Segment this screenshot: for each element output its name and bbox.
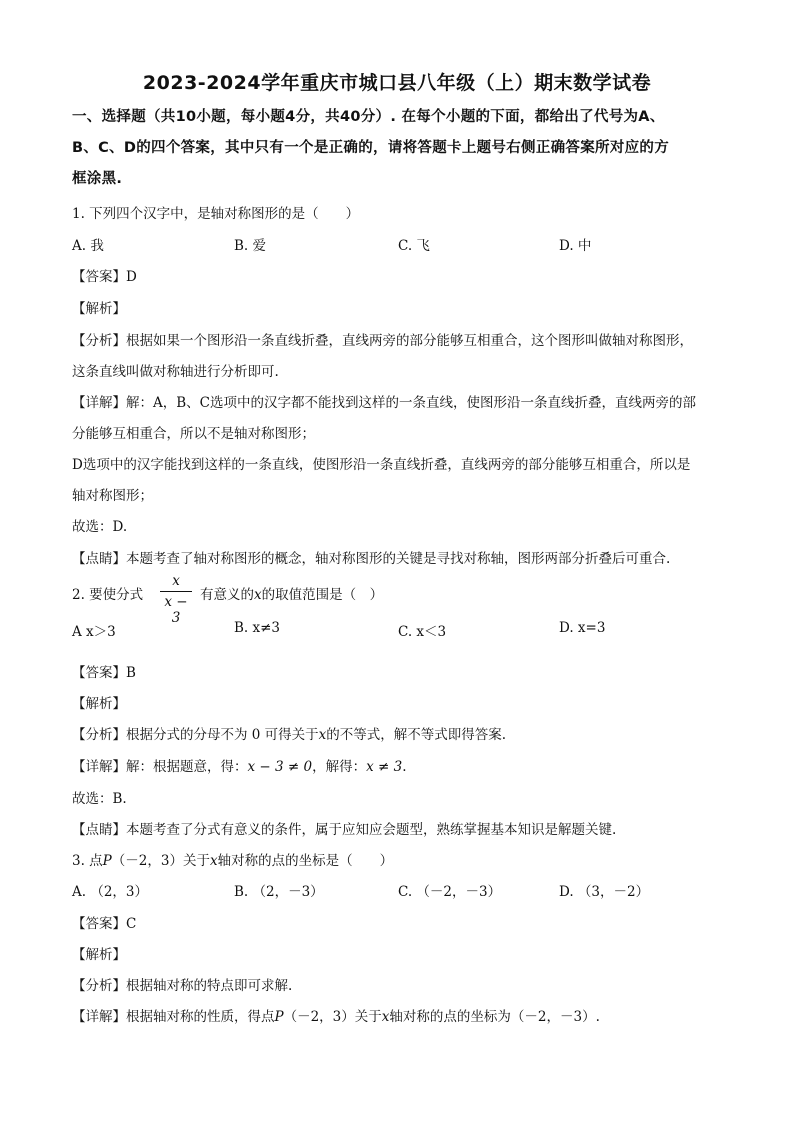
math-inequality: x − 3 ≠ 0 xyxy=(247,759,313,775)
xiangjie-text: 解：根据题意，得： xyxy=(126,759,248,775)
q1-fenxi-cont: 这条直线叫做对称轴进行分析即可. xyxy=(72,364,279,380)
xiangjie-mid: （－2，3）关于 xyxy=(283,1009,382,1025)
q1-answer xyxy=(72,265,137,285)
variable: x xyxy=(254,587,262,603)
page-title: 2023-2024学年重庆市城口县八年级（上）期末数学试卷 xyxy=(142,72,652,94)
q2-option-a: A x＞3 xyxy=(72,624,116,640)
math-result: x ≠ 3 xyxy=(366,759,403,775)
fenxi-text-end: 的不等式，解不等式即得答案. xyxy=(326,727,507,743)
q2-option-d: D. x=3 xyxy=(559,620,606,636)
q3-option-d: D. （3，－2） xyxy=(559,884,650,900)
q3-option-b: B. （2，－3） xyxy=(234,884,324,900)
stem-text: 3. 点 xyxy=(72,853,103,869)
point-label: P xyxy=(274,1009,284,1025)
fraction-numerator: x xyxy=(172,573,180,589)
q1-xiangjie xyxy=(72,391,696,411)
fraction-denominator: x − 3 xyxy=(164,594,188,626)
fenxi-text: 根据轴对称的特点即可求解. xyxy=(126,978,293,994)
dianjing-text: 本题考查了分式有意义的条件，属于应知应会题型，熟练掌握基本知识是解题关键. xyxy=(126,822,617,838)
section-heading xyxy=(72,102,732,195)
answer-tag: 【答案】 xyxy=(72,269,126,285)
q1-xiangjie-2: 分能够互相重合，所以不是轴对称图形； xyxy=(72,426,315,442)
q3-answer xyxy=(72,912,136,932)
q2-dianjing xyxy=(72,818,616,838)
q1-dianjing xyxy=(72,547,670,567)
xiangjie-end: 轴对称的点的坐标为（－2，－3）. xyxy=(389,1009,600,1025)
q2-analysis-tag xyxy=(72,692,126,712)
fenxi-text: 根据如果一个图形沿一条直线折叠，直线两旁的部分能够互相重合，这个图形叫做轴对称图形， xyxy=(126,333,693,349)
q1-fenxi xyxy=(72,329,693,349)
analysis-tag: 【解析】 xyxy=(72,696,126,712)
q2-fenxi xyxy=(72,723,506,743)
q1-xiangjie-3: D选项中的汉字能找到这样的一条直线，使图形沿一条直线折叠，直线两旁的部分能够互相重合，所以是 xyxy=(72,457,691,473)
q2-answer xyxy=(72,661,136,681)
section-heading-line-2: B、C、D的四个答案，其中只有一个是正确的，请将答题卡上题号右侧正确答案所对应的方 xyxy=(72,140,670,156)
dianjing-tag: 【点睛】 xyxy=(72,822,126,838)
xiangjie-tag: 【详解】 xyxy=(72,759,126,775)
q1-option-a: A. 我 xyxy=(72,238,104,254)
q1-analysis-tag xyxy=(72,297,126,317)
q2-fraction xyxy=(160,573,192,626)
variable: x xyxy=(318,727,327,743)
section-heading-line-3: 框涂黑. xyxy=(72,171,123,187)
fenxi-tag: 【分析】 xyxy=(72,727,126,743)
dianjing-tag: 【点睛】 xyxy=(72,551,126,567)
xiangjie-tag: 【详解】 xyxy=(72,1009,126,1025)
point-label: P xyxy=(102,853,112,869)
q1-stem: 1. 下列四个汉字中，是轴对称图形的是（ ） xyxy=(72,206,360,222)
section-heading-line-1: 一、选择题（共10小题，每小题4分，共40分）. 在每个小题的下面，都给出了代号为A、 xyxy=(72,109,665,125)
q2-option-b: B. x≠3 xyxy=(234,620,281,636)
q2-stem-post xyxy=(200,583,383,603)
stem-end: 轴对称的点的坐标是（ ） xyxy=(217,853,394,869)
stem-text: 有意义的 xyxy=(200,587,254,603)
q2-option-c: C. x＜3 xyxy=(398,624,447,640)
q1-option-b: B. 爱 xyxy=(234,238,267,254)
fenxi-tag: 【分析】 xyxy=(72,978,126,994)
answer-tag: 【答案】 xyxy=(72,665,126,681)
xiangjie-text: 解：A，B、C选项中的汉字都不能找到这样的一条直线，使图形沿一条直线折叠，直线两旁的部 xyxy=(126,395,696,411)
stem-mid: （－2，3）关于 xyxy=(111,853,210,869)
q3-option-c: C. （－2，－3） xyxy=(398,884,502,900)
xiangjie-end: . xyxy=(402,759,407,775)
q1-option-c: C. 飞 xyxy=(398,238,430,254)
stem-end: 的取值范围是（ ） xyxy=(261,587,384,603)
dianjing-text: 本题考查了轴对称图形的概念，轴对称图形的关键是寻找对称轴，图形两部分折叠后可重合. xyxy=(126,551,671,567)
xiangjie-tag: 【详解】 xyxy=(72,395,126,411)
q1-option-d: D. 中 xyxy=(559,238,592,254)
q3-analysis-tag xyxy=(72,943,126,963)
xiangjie-text: 根据轴对称的性质，得点 xyxy=(126,1009,275,1025)
analysis-tag: 【解析】 xyxy=(72,301,126,317)
xiangjie-mid: ，解得： xyxy=(312,759,367,775)
answer-tag: 【答案】 xyxy=(72,916,126,932)
q1-choose: 故选：D. xyxy=(72,519,128,535)
fraction-bar xyxy=(160,591,192,592)
answer-value: C xyxy=(126,916,137,932)
answer-value: D xyxy=(126,269,137,285)
q3-option-a: A. （2，3） xyxy=(72,884,149,900)
fenxi-text: 根据分式的分母不为 0 可得关于 xyxy=(126,727,319,743)
q2-xiangjie xyxy=(72,755,407,775)
q3-fenxi xyxy=(72,974,292,994)
variable: x xyxy=(381,1009,390,1025)
q3-stem xyxy=(72,849,393,869)
q2-stem-pre: 2. 要使分式 xyxy=(72,587,144,603)
variable: x xyxy=(209,853,218,869)
q2-choose: 故选：B. xyxy=(72,791,127,807)
q1-xiangjie-4: 轴对称图形； xyxy=(72,488,153,504)
fenxi-tag: 【分析】 xyxy=(72,333,126,349)
analysis-tag: 【解析】 xyxy=(72,947,126,963)
answer-value: B xyxy=(126,665,136,681)
q3-xiangjie xyxy=(72,1005,600,1025)
